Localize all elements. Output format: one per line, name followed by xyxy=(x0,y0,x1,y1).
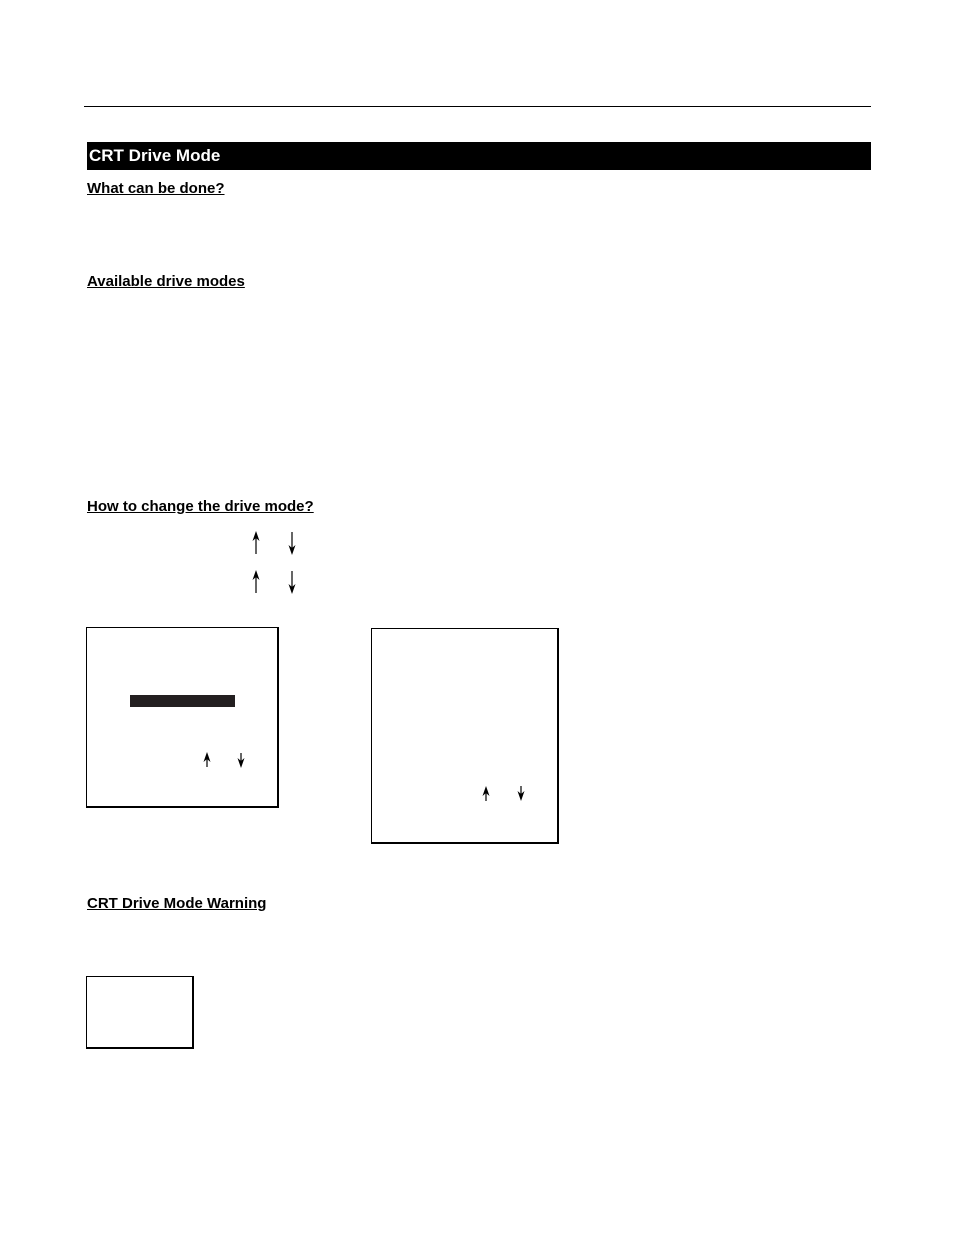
page-title: CRT Drive Mode xyxy=(87,142,871,170)
arrow-up-icon xyxy=(251,570,261,594)
arrow-down-icon xyxy=(287,571,297,595)
arrow-down-icon xyxy=(287,532,297,556)
top-rule xyxy=(84,106,871,107)
menu-selection-bar xyxy=(130,695,235,707)
arrow-down-icon xyxy=(236,753,246,769)
menu-screen-1 xyxy=(86,627,279,808)
arrow-down-icon xyxy=(516,786,526,802)
menu-screen-2 xyxy=(371,628,559,844)
heading-available-drive-modes: Available drive modes xyxy=(87,273,245,290)
arrow-up-icon xyxy=(251,531,261,555)
heading-how-to-change: How to change the drive mode? xyxy=(87,498,314,515)
warning-screen xyxy=(86,976,194,1049)
heading-crt-drive-mode-warning: CRT Drive Mode Warning xyxy=(87,895,267,912)
heading-what-can-be-done: What can be done? xyxy=(87,180,225,197)
arrow-up-icon xyxy=(202,752,212,768)
arrow-up-icon xyxy=(481,786,491,802)
